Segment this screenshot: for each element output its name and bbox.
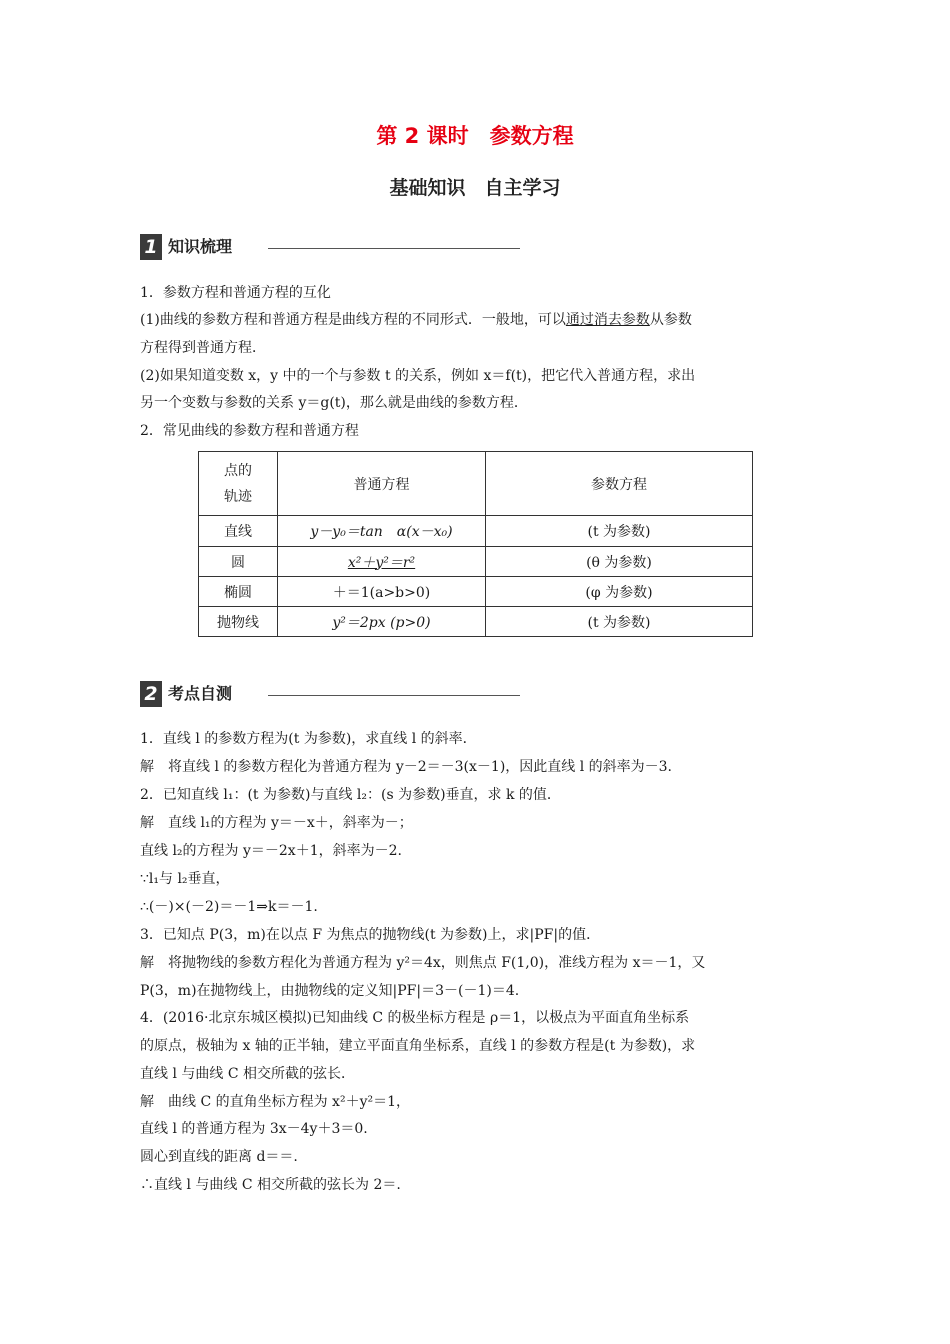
table-cell (278, 547, 486, 577)
text-line: 的原点，极轴为 x 轴的正半轴，建立平面直角坐标系，直线 l 的参数方程是(t 为参数)，求 (140, 1038, 696, 1054)
text-line: 1．参数方程和普通方程的互化 (140, 285, 331, 301)
text-line: 解 曲线 C 的直角坐标方程为 x²＋y²＝1， (140, 1094, 410, 1110)
text-line: 3．已知点 P(3，m)在以点 F 为焦点的抛物线(t 为参数)上，求|PF|的值． (140, 927, 601, 943)
text-line: 解 将抛物线的参数方程化为普通方程为 y²＝4x，则焦点 F(1,0)，准线方程为 x＝－1，又 (140, 955, 706, 971)
page-title: 第 2 课时 参数方程 (376, 124, 574, 148)
text-line: 解 直线 l₁的方程为 y＝－x＋，斜率为－； (140, 815, 413, 831)
table-cell: y－y₀＝tan α(x－x₀) (278, 516, 486, 547)
table-header-cell: 参数方程 (486, 452, 753, 516)
table-cell: (φ 为参数) (486, 577, 753, 607)
page-subtitle: 基础知识 自主学习 (389, 177, 561, 199)
text-line: (2)如果知道变数 x，y 中的一个与参数 t 的关系，例如 x＝f(t)，把它代入普通方程，求出 (140, 368, 696, 384)
table-row (199, 516, 753, 547)
table-cell: 圆 (199, 547, 278, 577)
table-row (199, 577, 753, 607)
text-line: 2．常见曲线的参数方程和普通方程 (140, 423, 359, 439)
table-cell: ＋＝1(a>b>0) (278, 577, 486, 607)
table-cell: (t 为参数) (486, 516, 753, 547)
text-line: ∵l₁与 l₂垂直， (140, 871, 230, 887)
text-span: 从参数 (649, 312, 692, 328)
table-header-row (199, 452, 753, 516)
table-cell: (θ 为参数) (486, 547, 753, 577)
table-header-cell (199, 452, 278, 516)
text-line: 圆心到直线的距离 d＝＝. (140, 1149, 298, 1165)
curves-equation-table (198, 451, 753, 637)
table-cell: y²＝2px (p>0) (278, 607, 486, 637)
section-divider (268, 248, 520, 249)
table-cell: 椭圆 (199, 577, 278, 607)
table-cell: (t 为参数) (486, 607, 753, 637)
text-line: 1．直线 l 的参数方程为(t 为参数)，求直线 l 的斜率． (140, 731, 477, 747)
text-line: 解 将直线 l 的参数方程化为普通方程为 y－2＝－3(x－1)，因此直线 l 的斜率为－3. (140, 759, 673, 775)
text-line: P(3，m)在抛物线上，由抛物线的定义知|PF|＝3－(－1)＝4. (140, 983, 520, 999)
text-line: 2．已知直线 l₁：(t 为参数)与直线 l₂：(s 为参数)垂直，求 k 的值． (140, 787, 561, 803)
table-row (199, 547, 753, 577)
text-line: 直线 l 与曲线 C 相交所截的弦长． (140, 1066, 355, 1082)
table-row (199, 607, 753, 637)
header-text: 点的 (224, 462, 252, 479)
table-header-cell: 普通方程 (278, 452, 486, 516)
table-cell: 直线 (199, 516, 278, 547)
text-line: 另一个变数与参数的关系 y＝g(t)，那么就是曲线的参数方程． (140, 395, 528, 411)
header-text: 轨迹 (224, 488, 252, 505)
section-number-badge: 1 (140, 234, 162, 260)
underlined-answer: 通过消去参数 (565, 312, 650, 328)
text-line: 直线 l₂的方程为 y＝－2x＋1，斜率为－2. (140, 843, 402, 859)
section-title: 知识梳理 (168, 237, 233, 256)
text-line: 直线 l 的普通方程为 3x－4y＋3＝0. (140, 1121, 368, 1137)
section-divider (268, 695, 520, 696)
underlined-answer: x²＋y²＝r² (347, 554, 416, 571)
section-title: 考点自测 (168, 684, 233, 703)
text-line: ∴(－)×(－2)＝－1⇒k＝－1. (140, 899, 318, 915)
text-line: ∴直线 l 与曲线 C 相交所截的弦长为 2＝. (140, 1177, 401, 1193)
text-line: 4．(2016·北京东城区模拟)已知曲线 C 的极坐标方程是 ρ＝1，以极点为平面直角坐标系 (140, 1010, 690, 1026)
text-line: 方程得到普通方程． (140, 340, 266, 356)
text-span: (1)曲线的参数方程和普通方程是曲线方程的不同形式．一般地，可以 (140, 312, 566, 328)
text-line (140, 310, 692, 330)
table-cell: 抛物线 (199, 607, 278, 637)
section-number-badge: 2 (140, 681, 162, 707)
